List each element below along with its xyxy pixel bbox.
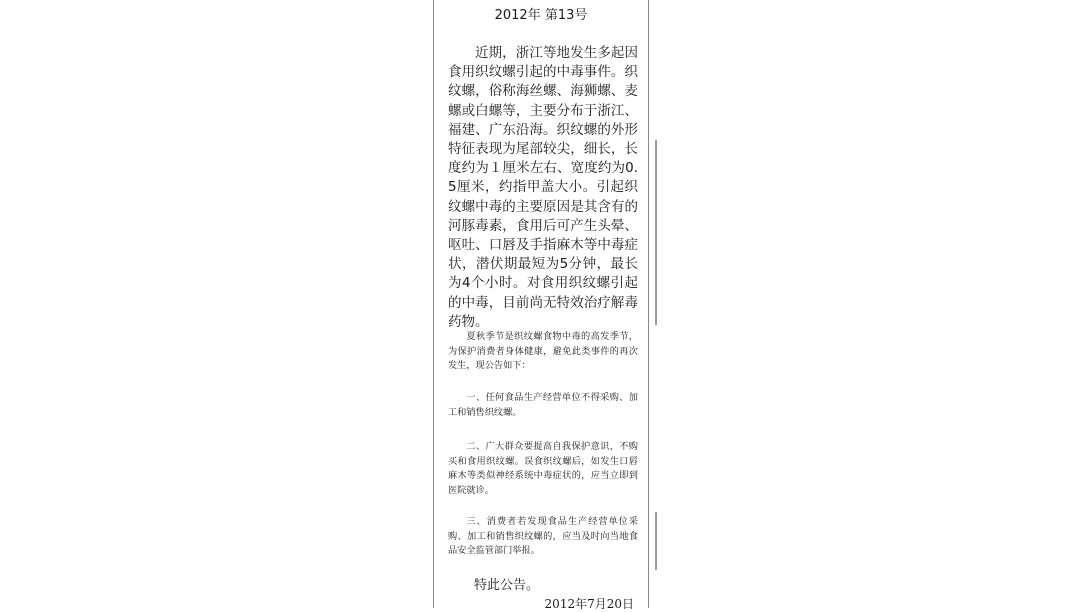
notice-item-1: 一、任何食品生产经营单位不得采购、加工和销售织纹螺。	[448, 392, 638, 418]
document-page	[433, 0, 649, 611]
announcement-preamble: 夏秋季节是织纹螺食物中毒的高发季节，为保护消费者身体健康，避免此类事件的再次发生，现公告如下：	[448, 331, 638, 371]
issue-number: 2012年 第13号	[494, 8, 588, 23]
notice-item-3: 三、消费者若发现食品生产经营单位采购、加工和销售织纹螺的，应当及时向当地食品安全监管部门举报。	[448, 516, 638, 556]
scrollbar-thumb-secondary[interactable]	[655, 512, 657, 570]
closing-statement: 特此公告。	[474, 578, 540, 593]
intro-paragraph: 近期，浙江等地发生多起因食用织纹螺引起的中毒事件。织纹螺，俗称海丝螺、海狮螺、麦螺或白螺等，主要分布于浙江、福建、广东沿海。织纹螺的外形特征表现为尾部较尖，细长，长度约为１厘米左右、宽度约为0.5厘米，约指甲盖大小。引起织纹螺中毒的主要原因是其含有的河豚毒素，食用后可产生头晕、呕吐、口唇及手指麻木等中毒症状，潜伏期最短为5分钟，最长为4个小时。对食用织纹螺引起的中毒，目前尚无特效治疗解毒药物。	[448, 45, 638, 330]
announcement-date: 2012年7月20日	[544, 597, 634, 611]
scrollbar-thumb[interactable]	[655, 140, 657, 325]
notice-item-2: 二、广大群众要提高自我保护意识，不购买和食用织纹螺。误食织纹螺后，如发生口唇麻木等类似神经系统中毒症状的，应当立即到医院就诊。	[448, 441, 638, 496]
